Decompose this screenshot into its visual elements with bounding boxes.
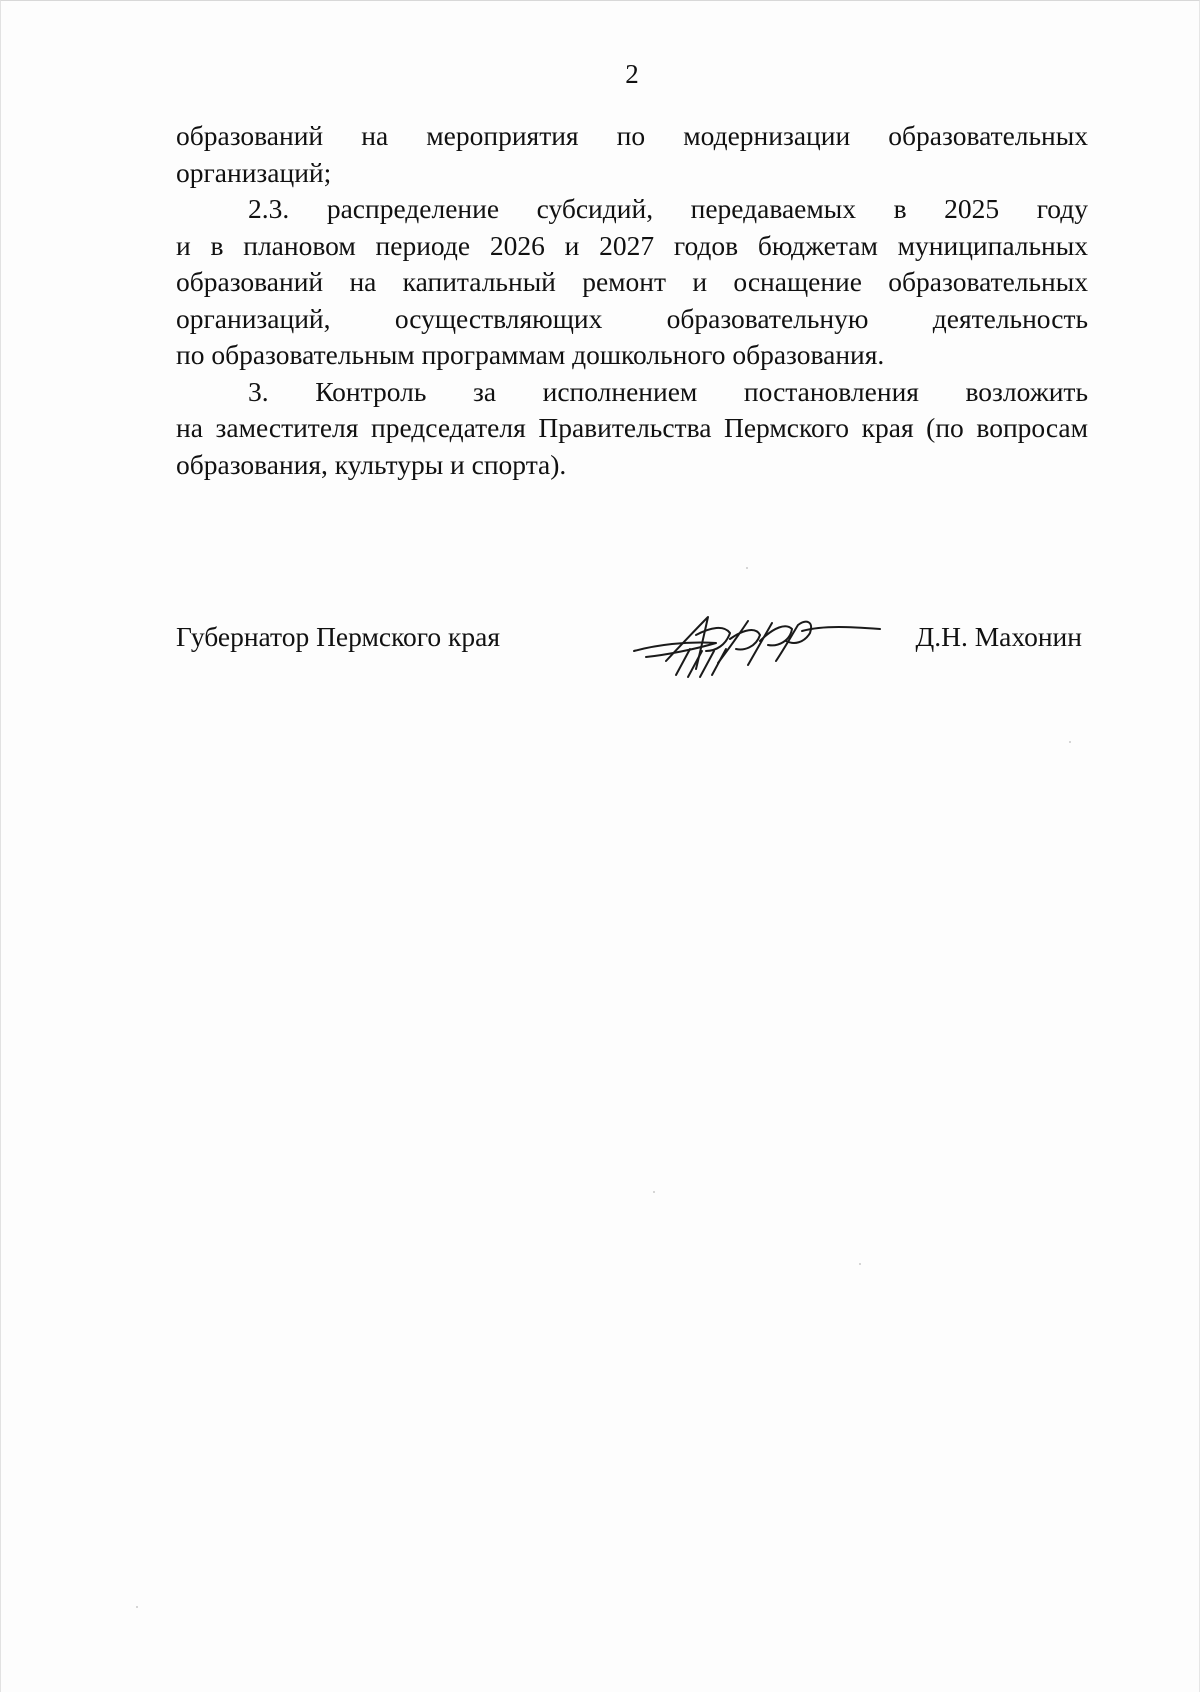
scan-speck: [746, 567, 748, 569]
scan-speck: [1069, 741, 1071, 743]
text-line: 3. Контроль за исполнением постановления возложить: [248, 375, 1088, 407]
signatory-name: Д.Н. Махонин: [915, 621, 1082, 652]
text-line: 2.3. распределение субсидий, передаваемых в 2025 году: [248, 193, 1088, 224]
text-line: по образовательным программам дошкольного образования.: [176, 339, 885, 370]
scan-speck: [653, 1191, 655, 1193]
text-line: образований на мероприятия по модернизации образовательных: [176, 120, 1088, 151]
paragraph-3: [176, 374, 1088, 484]
paragraph-2-3: [176, 191, 1088, 374]
paragraph-1: [176, 118, 1088, 191]
handwritten-signature: [626, 605, 886, 685]
signature-block: [176, 613, 1082, 693]
scan-speck: [136, 1606, 138, 1608]
scan-speck: [859, 1263, 861, 1265]
document-body: [176, 118, 1088, 483]
text-line: образования, культуры и спорта).: [176, 448, 567, 480]
text-line: образований на капитальный ремонт и оснащение образовательных: [176, 266, 1088, 297]
text-line: на заместителя председателя Правительства Пермского края (по вопросам: [176, 412, 1088, 443]
text-line: и в плановом периоде 2026 и 2027 годов бюджетам муниципальных: [176, 229, 1088, 261]
text-line: организаций, осуществляющих образовательную деятельность: [176, 302, 1088, 334]
signatory-position: Губернатор Пермского края: [176, 621, 500, 652]
page-number: 2: [625, 59, 639, 89]
text-line: организаций;: [176, 156, 332, 188]
